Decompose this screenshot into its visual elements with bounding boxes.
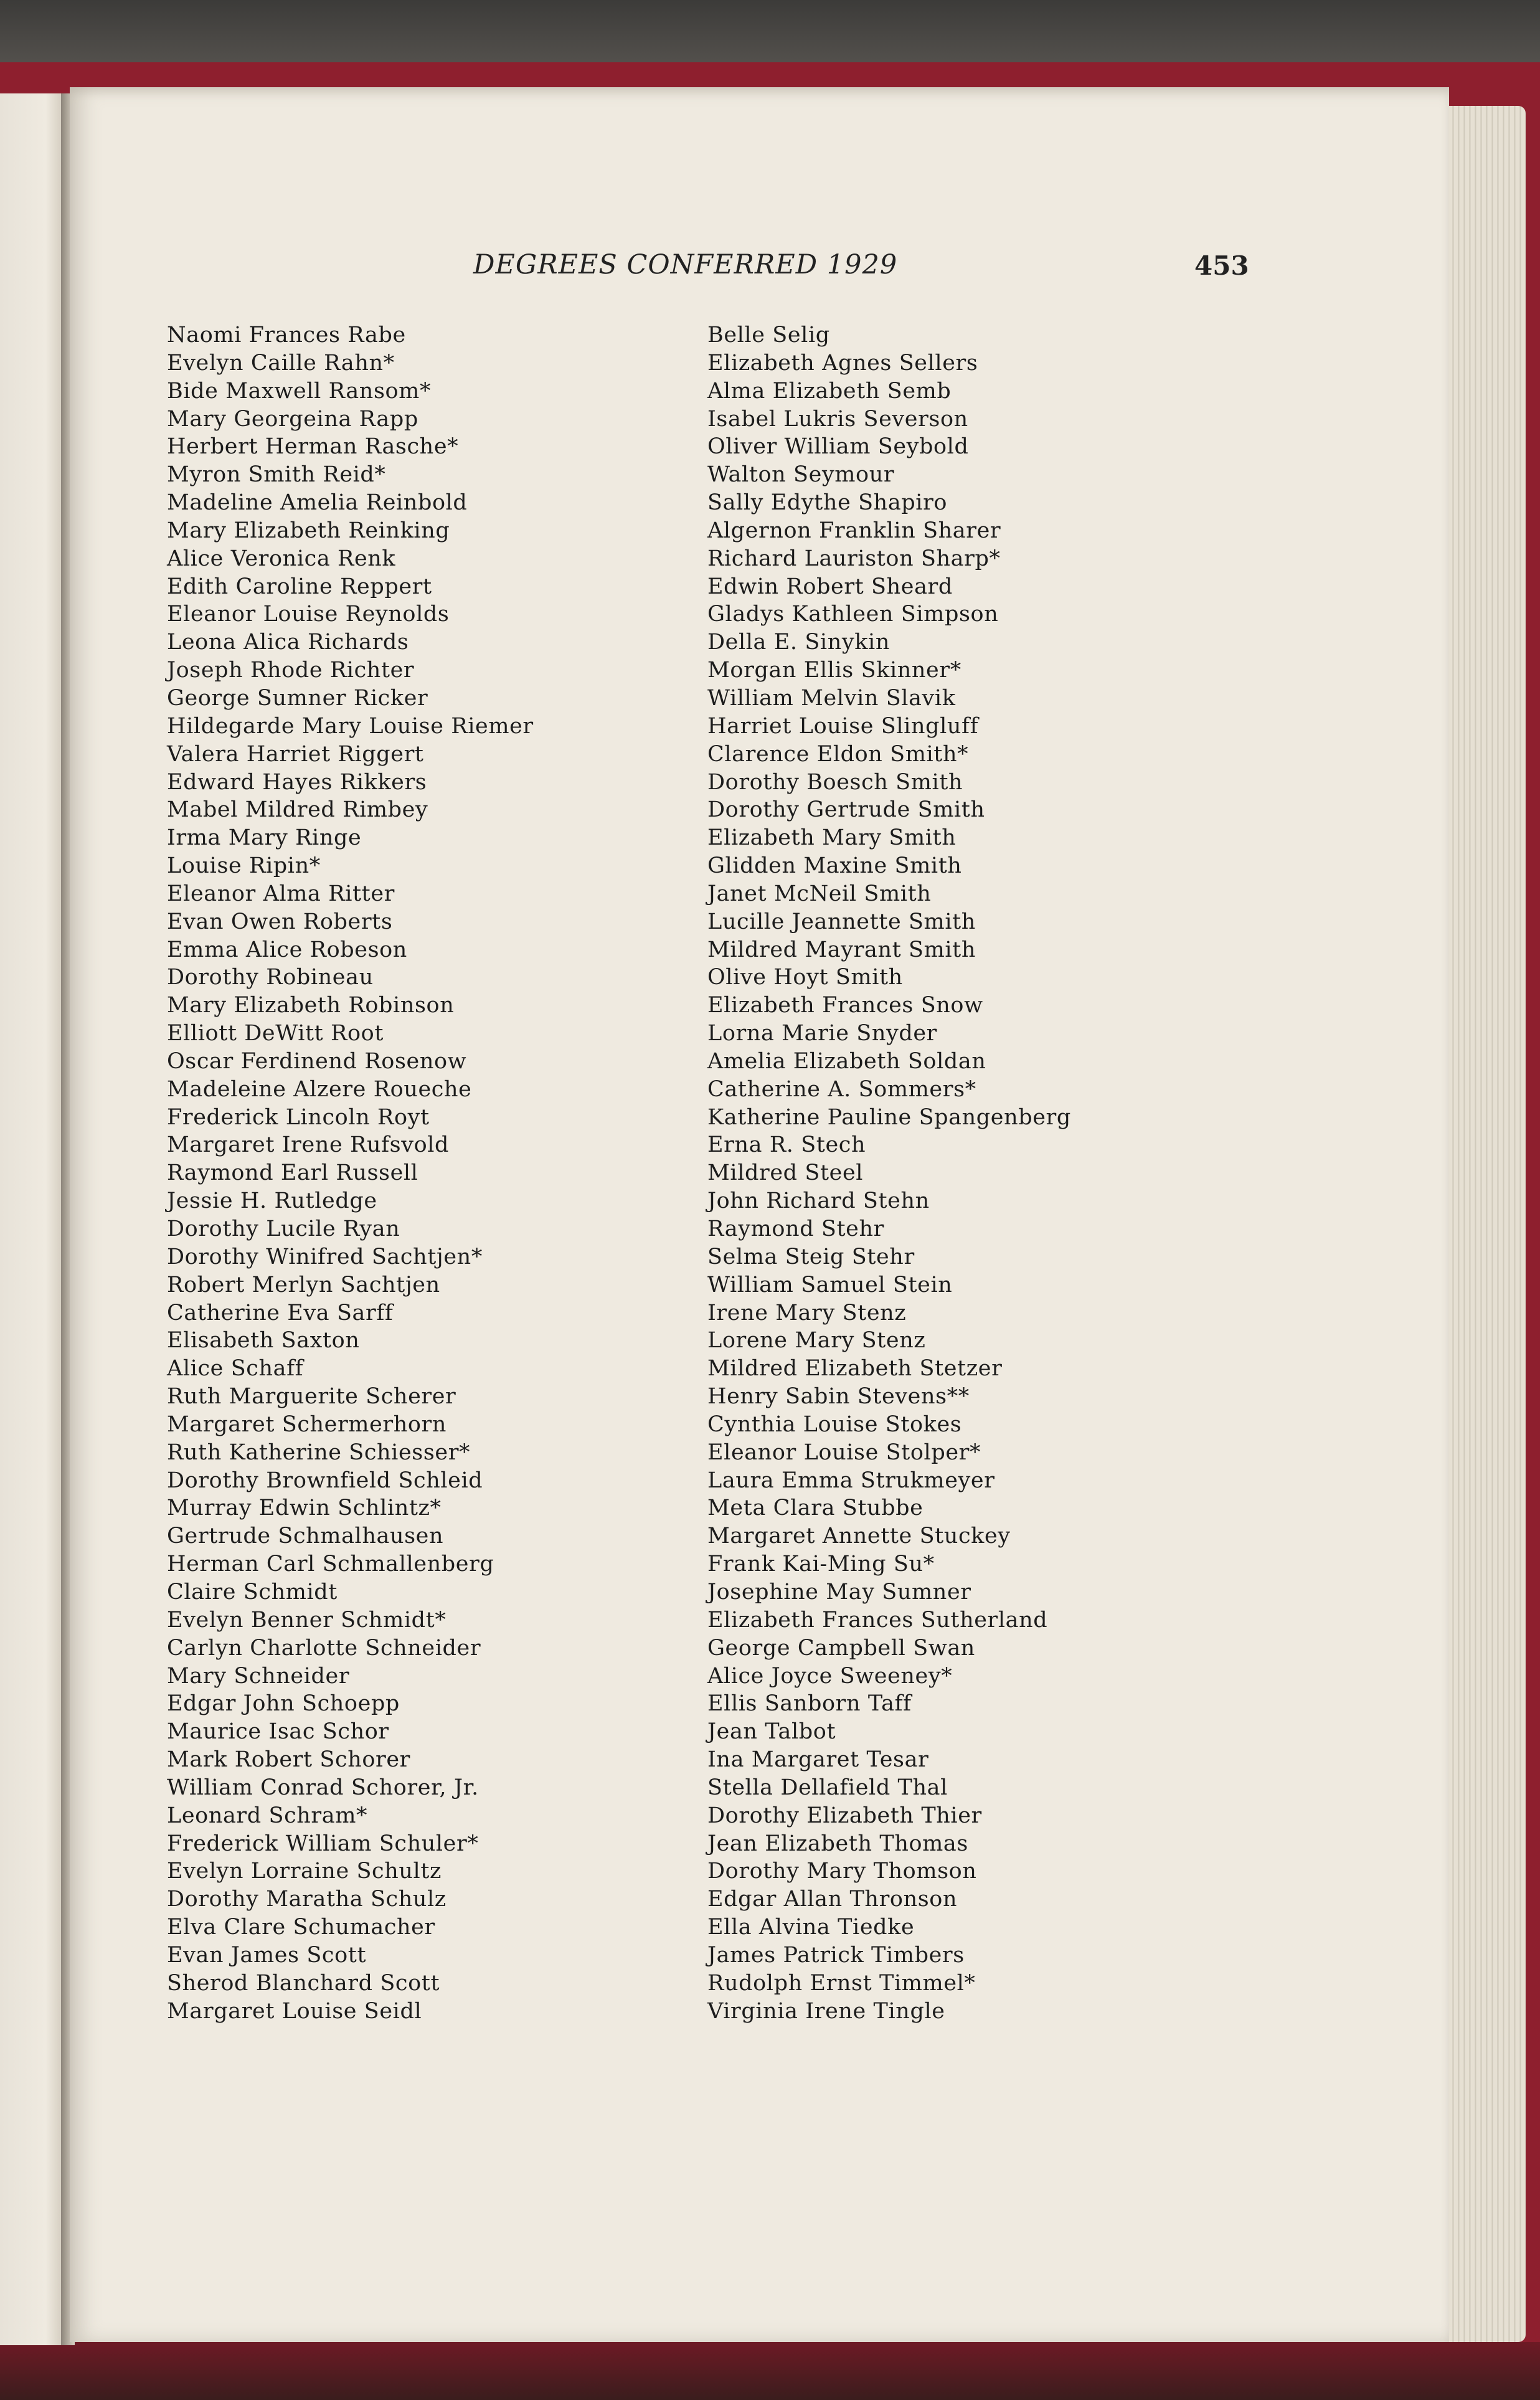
graduate-name: Dorothy Lucile Ryan xyxy=(167,1217,400,1241)
graduate-name: Henry Sabin Stevens** xyxy=(707,1384,970,1410)
graduate-name: Ella Alvina Tiedke xyxy=(707,1915,915,1940)
graduate-name: Carlyn Charlotte Schneider xyxy=(167,1635,481,1661)
graduate-name: John Richard Stehn xyxy=(707,1188,930,1214)
graduate-name: Frederick Lincoln Royt xyxy=(167,1104,430,1130)
graduate-name: Mildred Mayrant Smith xyxy=(707,937,976,962)
graduate-name: Isabel Lukris Severson xyxy=(707,406,968,432)
graduate-name: James Patrick Timbers xyxy=(707,1942,965,1968)
graduate-name: Mary Georgeina Rapp xyxy=(167,406,418,432)
graduate-name: Eleanor Louise Stolper* xyxy=(707,1440,981,1465)
graduate-name: Margaret Irene Rufsvold xyxy=(167,1132,450,1158)
graduate-name: Erna R. Stech xyxy=(707,1132,866,1158)
graduate-name: Alice Schaff xyxy=(167,1356,304,1382)
graduate-name: Margaret Schermerhorn xyxy=(167,1411,447,1437)
graduate-name: Edward Hayes Rikkers xyxy=(167,769,427,795)
graduate-name: Emma Alice Robeson xyxy=(167,937,407,962)
graduate-name: Richard Lauriston Sharp* xyxy=(707,546,1001,571)
graduate-name: Algernon Franklin Sharer xyxy=(707,518,1001,543)
graduate-name: William Melvin Slavik xyxy=(707,685,956,711)
graduate-name: Alma Elizabeth Semb xyxy=(707,378,952,404)
graduate-name: Stella Dellafield Thal xyxy=(707,1775,948,1800)
graduate-name: Raymond Earl Russell xyxy=(167,1160,418,1186)
graduate-name: Mary Schneider xyxy=(167,1663,350,1689)
graduate-name: Herman Carl Schmallenberg xyxy=(167,1552,494,1577)
graduate-name: Evan Owen Roberts xyxy=(167,909,393,934)
graduate-name: Dorothy Maratha Schulz xyxy=(167,1887,446,1912)
graduate-name: Elisabeth Saxton xyxy=(167,1328,360,1354)
graduate-name: Evelyn Caille Rahn* xyxy=(167,350,395,376)
graduate-name: Claire Schmidt xyxy=(167,1579,338,1605)
names-column-right xyxy=(707,321,1071,2025)
graduate-name: Margaret Louise Seidl xyxy=(167,1998,422,2024)
graduate-name: Mary Elizabeth Robinson xyxy=(167,993,455,1018)
graduate-name: Harriet Louise Slingluff xyxy=(707,713,979,739)
graduate-name: Evelyn Benner Schmidt* xyxy=(167,1607,446,1633)
graduate-name: Margaret Annette Stuckey xyxy=(707,1524,1011,1549)
graduate-name: Virginia Irene Tingle xyxy=(707,1998,945,2024)
graduate-name: Murray Edwin Schlintz* xyxy=(167,1496,442,1521)
graduate-name: Bide Maxwell Ransom* xyxy=(167,378,432,404)
graduate-name: William Samuel Stein xyxy=(707,1272,953,1297)
graduate-name: Madeleine Alzere Roueche xyxy=(167,1076,472,1102)
graduate-name: Clarence Eldon Smith* xyxy=(707,741,969,767)
graduate-name: Ruth Katherine Schiesser* xyxy=(167,1440,471,1465)
graduate-name: Dorothy Robineau xyxy=(167,965,374,990)
graduate-name: Elizabeth Frances Sutherland xyxy=(707,1607,1048,1633)
graduate-name: Gertrude Schmalhausen xyxy=(167,1524,444,1549)
graduate-name: Sherod Blanchard Scott xyxy=(167,1970,440,1996)
graduate-name: Edith Caroline Reppert xyxy=(167,574,432,599)
graduate-name: Irene Mary Stenz xyxy=(707,1300,907,1326)
graduate-name: Elizabeth Agnes Sellers xyxy=(707,350,978,376)
graduate-name: Gladys Kathleen Simpson xyxy=(707,602,999,627)
graduate-name: Joseph Rhode Richter xyxy=(167,658,415,683)
graduate-name: Lucille Jeannette Smith xyxy=(707,909,976,934)
graduate-name: Olive Hoyt Smith xyxy=(707,965,903,990)
graduate-name: Elva Clare Schumacher xyxy=(167,1915,435,1940)
graduate-name: Evan James Scott xyxy=(167,1942,367,1968)
graduate-name: George Sumner Ricker xyxy=(167,685,428,711)
graduate-name: Dorothy Boesch Smith xyxy=(707,769,963,795)
graduate-name: Janet McNeil Smith xyxy=(707,881,932,906)
previous-page-edge xyxy=(0,93,65,2345)
graduate-name: Lorene Mary Stenz xyxy=(707,1328,926,1354)
graduate-name: Mildred Steel xyxy=(707,1160,864,1186)
graduate-name: Della E. Sinykin xyxy=(707,630,890,655)
page-number: 453 xyxy=(1194,250,1249,281)
graduate-name: Elizabeth Frances Snow xyxy=(707,993,983,1018)
graduate-name: Belle Selig xyxy=(707,323,830,348)
graduate-name: Oliver William Seybold xyxy=(707,434,969,460)
graduate-name: Hildegarde Mary Louise Riemer xyxy=(167,713,534,739)
graduate-name: Ina Margaret Tesar xyxy=(707,1747,929,1773)
graduate-name: Frank Kai-Ming Su* xyxy=(707,1552,935,1577)
graduate-name: Robert Merlyn Sachtjen xyxy=(167,1272,440,1297)
graduate-name: Jean Talbot xyxy=(707,1719,836,1745)
graduate-name: Katherine Pauline Spangenberg xyxy=(707,1104,1071,1130)
graduate-name: Alice Joyce Sweeney* xyxy=(707,1663,953,1689)
graduate-name: Ruth Marguerite Scherer xyxy=(167,1384,456,1410)
graduate-name: Josephine May Sumner xyxy=(707,1579,971,1605)
graduate-name: Maurice Isac Schor xyxy=(167,1719,389,1745)
graduate-name: Jean Elizabeth Thomas xyxy=(707,1831,968,1856)
graduate-name: Catherine A. Sommers* xyxy=(707,1076,976,1102)
graduate-name: Naomi Frances Rabe xyxy=(167,323,406,348)
graduate-name: Laura Emma Strukmeyer xyxy=(707,1468,995,1493)
graduate-name: Ellis Sanborn Taff xyxy=(707,1691,912,1717)
graduate-name: Leona Alica Richards xyxy=(167,630,409,655)
names-column-left xyxy=(167,321,534,2025)
graduate-name: William Conrad Schorer, Jr. xyxy=(167,1775,479,1800)
graduate-name: Edwin Robert Sheard xyxy=(707,574,953,599)
graduate-name: George Campbell Swan xyxy=(707,1635,975,1661)
graduate-name: Oscar Ferdinend Rosenow xyxy=(167,1048,467,1074)
graduate-name: Walton Seymour xyxy=(707,462,895,488)
graduate-name: Amelia Elizabeth Soldan xyxy=(707,1048,986,1074)
page-header-title: DEGREES CONFERRED 1929 xyxy=(473,249,898,280)
book-cover-bottom xyxy=(0,2342,1540,2400)
graduate-name: Edgar John Schoepp xyxy=(167,1691,400,1717)
graduate-name: Evelyn Lorraine Schultz xyxy=(167,1859,442,1884)
graduate-name: Eleanor Alma Ritter xyxy=(167,881,395,906)
graduate-name: Dorothy Gertrude Smith xyxy=(707,797,985,823)
graduate-name: Leonard Schram* xyxy=(167,1803,368,1828)
graduate-name: Elizabeth Mary Smith xyxy=(707,825,957,851)
graduate-name: Dorothy Brownfield Schleid xyxy=(167,1468,483,1493)
background-top-band xyxy=(0,0,1540,69)
graduate-name: Catherine Eva Sarff xyxy=(167,1300,394,1326)
graduate-name: Dorothy Mary Thomson xyxy=(707,1859,977,1884)
graduate-name: Cynthia Louise Stokes xyxy=(707,1411,962,1437)
graduate-name: Dorothy Elizabeth Thier xyxy=(707,1803,982,1828)
graduate-name: Mark Robert Schorer xyxy=(167,1747,410,1773)
graduate-name: Elliott DeWitt Root xyxy=(167,1021,384,1046)
graduate-name: Mabel Mildred Rimbey xyxy=(167,797,428,823)
graduate-name: Louise Ripin* xyxy=(167,853,321,879)
graduate-name: Alice Veronica Renk xyxy=(167,546,396,571)
graduate-name: Lorna Marie Snyder xyxy=(707,1021,937,1046)
graduate-name: Madeline Amelia Reinbold xyxy=(167,490,468,516)
graduate-name: Edgar Allan Thronson xyxy=(707,1887,958,1912)
graduate-name: Sally Edythe Shapiro xyxy=(707,490,948,516)
graduate-name: Irma Mary Ringe xyxy=(167,825,362,851)
graduate-name: Valera Harriet Riggert xyxy=(167,741,424,767)
graduate-name: Eleanor Louise Reynolds xyxy=(167,602,450,627)
graduate-name: Rudolph Ernst Timmel* xyxy=(707,1970,976,1996)
graduate-name: Selma Steig Stehr xyxy=(707,1244,915,1269)
graduate-name: Myron Smith Reid* xyxy=(167,462,386,488)
graduate-name: Mildred Elizabeth Stetzer xyxy=(707,1356,1003,1382)
graduate-name: Morgan Ellis Skinner* xyxy=(707,658,961,683)
graduate-name: Raymond Stehr xyxy=(707,1217,884,1241)
graduate-name: Meta Clara Stubbe xyxy=(707,1496,924,1521)
graduate-name: Dorothy Winifred Sachtjen* xyxy=(167,1244,483,1269)
graduate-name: Herbert Herman Rasche* xyxy=(167,434,459,460)
graduate-name: Mary Elizabeth Reinking xyxy=(167,518,450,543)
graduate-name: Glidden Maxine Smith xyxy=(707,853,962,879)
graduate-name: Jessie H. Rutledge xyxy=(167,1188,377,1214)
graduate-name: Frederick William Schuler* xyxy=(167,1831,479,1856)
